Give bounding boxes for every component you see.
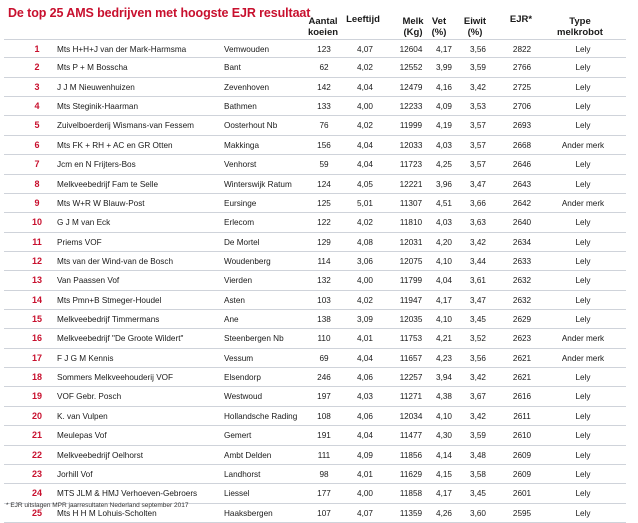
cell-vet: 4,10 — [436, 256, 452, 266]
cell-place: Ane — [224, 315, 239, 325]
cell-type: Lely — [575, 489, 591, 499]
cell-eiwit: 3,67 — [470, 392, 486, 402]
cell-vet: 4,30 — [436, 431, 452, 441]
cell-place: Oosterhout Nb — [224, 121, 278, 131]
cell-type: Ander merk — [561, 198, 605, 208]
cell-eiwit: 3,47 — [470, 295, 486, 305]
cell-koeien: 142 — [317, 82, 331, 92]
cell-type: Lely — [575, 82, 591, 92]
cell-koeien: 108 — [317, 411, 331, 421]
cell-koeien: 133 — [317, 102, 331, 112]
cell-eiwit: 3,61 — [470, 276, 486, 286]
cell-leeftijd: 4,09 — [357, 450, 373, 460]
cell-leeftijd: 4,02 — [357, 218, 373, 228]
cell-place: Asten — [224, 295, 245, 305]
cell-vet: 4,17 — [436, 295, 452, 305]
cell-rank: 19 — [31, 391, 42, 402]
cell-eiwit: 3,59 — [470, 63, 486, 73]
cell-eiwit: 3,42 — [470, 373, 486, 383]
cell-rank: 15 — [31, 314, 42, 325]
cell-place: Landhorst — [224, 469, 261, 479]
cell-vet: 4,10 — [436, 315, 452, 325]
table-row — [4, 78, 626, 97]
cell-rank: 3 — [34, 81, 40, 92]
cell-place: Haaksbergen — [224, 508, 273, 518]
cell-rank: 24 — [31, 488, 42, 499]
cell-place: Makkinga — [224, 140, 260, 150]
cell-leeftijd: 4,08 — [357, 237, 373, 247]
cell-name: G J M van Eck — [57, 218, 111, 228]
cell-name: Mts Steginik-Haarman — [57, 102, 138, 112]
table-row — [4, 136, 626, 155]
cell-eiwit: 3,56 — [470, 353, 486, 363]
cell-type: Lely — [575, 276, 591, 286]
cell-ejr: 2609 — [512, 450, 532, 460]
cell-melk: 11999 — [399, 121, 423, 131]
table-row — [4, 291, 626, 310]
cell-leeftijd: 4,00 — [357, 102, 373, 112]
cell-name: Jcm en N Frijters-Bos — [57, 160, 136, 170]
cell-leeftijd: 4,05 — [357, 179, 373, 189]
cell-leeftijd: 3,06 — [357, 256, 373, 266]
cell-place: Hollandsche Rading — [224, 411, 298, 421]
cell-place: Vemwouden — [224, 45, 270, 54]
cell-type: Lely — [575, 431, 591, 441]
cell-place: Vessum — [224, 353, 254, 363]
cell-ejr: 2611 — [513, 411, 531, 421]
cell-leeftijd: 4,04 — [357, 140, 373, 150]
cell-vet: 4,51 — [436, 198, 452, 208]
cell-koeien: 69 — [319, 353, 329, 363]
cell-vet: 4,15 — [436, 469, 452, 479]
cell-place: Westwoud — [224, 392, 263, 402]
cell-eiwit: 3,57 — [470, 140, 486, 150]
cell-ejr: 2822 — [512, 45, 532, 54]
header-ejr: EJR* — [509, 14, 533, 25]
header-melk: Melk (Kg) — [402, 16, 424, 38]
table-row — [4, 194, 626, 213]
cell-eiwit: 3,53 — [470, 102, 486, 112]
cell-name: K. van Vulpen — [57, 411, 108, 421]
cell-leeftijd: 4,04 — [357, 160, 373, 170]
cell-name: Melkveebedrijf Fam te Selle — [57, 179, 159, 189]
cell-name: Van Paassen Vof — [57, 276, 120, 286]
header-type-melkrobot: Type melkrobot — [557, 16, 603, 38]
cell-type: Lely — [575, 450, 591, 460]
cell-melk: 12233 — [399, 102, 423, 112]
cell-rank: 20 — [31, 410, 42, 421]
cell-name: J J M Nieuwenhuizen — [57, 82, 135, 92]
cell-ejr: 2632 — [512, 295, 532, 305]
cell-place: Bant — [224, 63, 241, 73]
cell-type: Lely — [575, 102, 591, 112]
cell-leeftijd: 4,04 — [357, 431, 373, 441]
cell-rank: 14 — [31, 294, 42, 305]
cell-name: Melkveebedrijf "De Groote Wildert" — [57, 334, 184, 344]
cell-ejr: 2609 — [512, 469, 532, 479]
table-row — [4, 252, 626, 271]
cell-koeien: 103 — [317, 295, 331, 305]
cell-ejr: 2623 — [512, 334, 532, 344]
table-row — [4, 175, 626, 194]
cell-name: VOF Gebr. Posch — [57, 392, 122, 402]
cell-type: Ander merk — [561, 334, 605, 344]
cell-koeien: 132 — [317, 276, 331, 286]
cell-place: Steenbergen Nb — [224, 334, 284, 344]
cell-rank: 8 — [34, 178, 40, 189]
cell-koeien: 111 — [317, 450, 331, 460]
cell-vet: 4,17 — [436, 489, 452, 499]
cell-place: Venhorst — [224, 160, 257, 170]
cell-koeien: 123 — [317, 45, 331, 54]
cell-koeien: 138 — [317, 315, 331, 325]
cell-melk: 12257 — [399, 373, 423, 383]
cell-eiwit: 3,52 — [470, 334, 486, 344]
cell-vet: 4,25 — [436, 160, 452, 170]
cell-ejr: 2632 — [512, 276, 532, 286]
cell-melk: 12221 — [399, 179, 423, 189]
cell-rank: 5 — [34, 120, 40, 131]
cell-ejr: 2725 — [512, 82, 532, 92]
cell-ejr: 2640 — [512, 218, 532, 228]
cell-eiwit: 3,66 — [470, 198, 486, 208]
cell-vet: 4,26 — [436, 508, 452, 518]
cell-type: Lely — [575, 469, 591, 479]
cell-vet: 4,03 — [436, 218, 452, 228]
cell-rank: 16 — [31, 333, 42, 344]
cell-koeien: 62 — [319, 63, 329, 73]
cell-ejr: 2610 — [512, 431, 532, 441]
cell-eiwit: 3,44 — [470, 256, 486, 266]
cell-name: Mts H H M Lohuis-Scholten — [57, 508, 157, 518]
header-koeien: Aantal koeien — [307, 16, 339, 38]
cell-name: Mts FK + RH + AC en GR Otten — [57, 140, 173, 150]
cell-leeftijd: 4,07 — [357, 508, 373, 518]
cell-eiwit: 3,59 — [470, 431, 486, 441]
cell-ejr: 2634 — [512, 237, 532, 247]
cell-type: Lely — [575, 315, 591, 325]
table-row — [4, 116, 626, 135]
cell-ejr: 2595 — [512, 508, 532, 518]
cell-melk: 11271 — [399, 392, 423, 402]
cell-type: Lely — [575, 411, 591, 421]
cell-leeftijd: 4,06 — [357, 411, 373, 421]
cell-eiwit: 3,57 — [470, 121, 486, 131]
cell-rank: 22 — [31, 449, 42, 460]
cell-eiwit: 3,56 — [470, 45, 486, 54]
cell-rank: 7 — [34, 159, 40, 170]
table-row — [4, 484, 626, 503]
cell-ejr: 2646 — [512, 160, 532, 170]
cell-place: De Mortel — [224, 237, 260, 247]
cell-name: Mts H+H+J van der Mark-Harmsma — [57, 45, 187, 54]
cell-eiwit: 3,60 — [470, 508, 486, 518]
cell-name: Zuivelboerderij Wismans-van Fessem — [57, 121, 194, 131]
cell-ejr: 2601 — [512, 489, 532, 499]
cell-name: Sommers Melkveehouderij VOF — [57, 373, 174, 383]
cell-vet: 4,16 — [436, 82, 452, 92]
cell-rank: 9 — [34, 197, 40, 208]
table-row — [4, 387, 626, 406]
table-row — [4, 465, 626, 484]
cell-type: Lely — [575, 392, 591, 402]
cell-type: Lely — [575, 121, 591, 131]
cell-place: Liessel — [224, 489, 250, 499]
cell-rank: 10 — [31, 217, 42, 228]
cell-leeftijd: 4,00 — [357, 489, 373, 499]
cell-melk: 11723 — [399, 160, 423, 170]
cell-melk: 11947 — [399, 295, 423, 305]
cell-ejr: 2621 — [512, 353, 532, 363]
cell-rank: 13 — [31, 275, 42, 286]
cell-leeftijd: 4,00 — [357, 276, 373, 286]
cell-vet: 4,21 — [436, 334, 452, 344]
cell-rank: 25 — [31, 507, 42, 518]
cell-name: Mts P + M Bosscha — [57, 63, 128, 73]
cell-koeien: 129 — [317, 237, 331, 247]
cell-koeien: 246 — [317, 373, 331, 383]
cell-ejr: 2621 — [512, 373, 532, 383]
cell-type: Ander merk — [561, 140, 605, 150]
cell-vet: 3,99 — [436, 63, 452, 73]
cell-place: Vierden — [224, 276, 253, 286]
cell-vet: 4,19 — [436, 121, 452, 131]
cell-melk: 12075 — [399, 256, 423, 266]
cell-melk: 11799 — [399, 276, 423, 286]
cell-vet: 4,20 — [436, 237, 452, 247]
cell-leeftijd: 4,04 — [357, 353, 373, 363]
cell-koeien: 59 — [319, 160, 329, 170]
footnote: * EJR uitslagen MPR jaarresultaten Nederland september 2017 — [6, 502, 189, 509]
cell-koeien: 156 — [317, 140, 331, 150]
cell-type: Ander merk — [561, 353, 605, 363]
cell-eiwit: 3,45 — [470, 315, 486, 325]
cell-koeien: 107 — [317, 508, 331, 518]
cell-melk: 11810 — [399, 218, 423, 228]
cell-ejr: 2616 — [512, 392, 532, 402]
header-vet: Vet (%) — [431, 16, 447, 38]
cell-ejr: 2643 — [512, 179, 532, 189]
table-row — [4, 329, 626, 348]
cell-koeien: 114 — [317, 256, 331, 266]
table-row — [4, 426, 626, 445]
cell-eiwit: 3,42 — [470, 82, 486, 92]
cell-koeien: 110 — [317, 334, 331, 344]
cell-leeftijd: 4,02 — [357, 63, 373, 73]
cell-type: Lely — [575, 256, 591, 266]
cell-melk: 11307 — [399, 198, 423, 208]
cell-type: Lely — [575, 63, 591, 73]
cell-vet: 4,03 — [436, 140, 452, 150]
cell-koeien: 177 — [317, 489, 331, 499]
page-title: De top 25 AMS bedrijven met hoogste EJR resultaat — [8, 6, 311, 20]
cell-melk: 12552 — [399, 63, 423, 73]
cell-name: Mts W+R W Blauw-Post — [57, 198, 145, 208]
cell-vet: 4,04 — [436, 276, 452, 286]
cell-ejr: 2766 — [512, 63, 532, 73]
cell-vet: 4,09 — [436, 102, 452, 112]
cell-leeftijd: 4,06 — [357, 373, 373, 383]
cell-rank: 6 — [34, 139, 40, 150]
cell-melk: 11858 — [399, 489, 423, 499]
table-row — [4, 155, 626, 174]
cell-ejr: 2668 — [512, 140, 532, 150]
cell-type: Lely — [575, 179, 591, 189]
cell-rank: 11 — [32, 236, 42, 247]
cell-type: Lely — [575, 295, 591, 305]
cell-leeftijd: 4,01 — [357, 334, 373, 344]
cell-place: Winterswijk Ratum — [224, 179, 292, 189]
table-row — [4, 271, 626, 290]
cell-rank: 18 — [31, 372, 42, 383]
cell-vet: 3,96 — [436, 179, 452, 189]
cell-melk: 11359 — [399, 508, 423, 518]
cell-vet: 3,94 — [436, 373, 452, 383]
cell-name: Mts Pmn+B Stmeger-Houdel — [57, 295, 162, 305]
cell-melk: 12033 — [399, 140, 423, 150]
header-leeftijd: Leeftijd — [346, 14, 380, 25]
header-eiwit: Eiwit (%) — [463, 16, 487, 38]
cell-type: Lely — [575, 45, 591, 54]
cell-rank: 23 — [31, 468, 42, 479]
cell-leeftijd: 4,01 — [357, 469, 373, 479]
cell-melk: 12035 — [399, 315, 423, 325]
cell-place: Gemert — [224, 431, 252, 441]
table-row — [4, 407, 626, 426]
cell-name: Meulepas Vof — [57, 431, 107, 441]
cell-name: Jorhill Vof — [57, 469, 93, 479]
cell-koeien: 98 — [319, 469, 329, 479]
cell-melk: 11856 — [399, 450, 423, 460]
cell-name: Priems VOF — [57, 237, 102, 247]
cell-melk: 11657 — [399, 353, 423, 363]
cell-eiwit: 3,45 — [470, 489, 486, 499]
cell-type: Lely — [575, 218, 591, 228]
table-row — [4, 39, 626, 58]
cell-koeien: 191 — [317, 431, 331, 441]
cell-place: Zevenhoven — [224, 82, 270, 92]
cell-rank: 1 — [34, 44, 40, 54]
cell-leeftijd: 4,04 — [357, 82, 373, 92]
cell-ejr: 2706 — [512, 102, 532, 112]
cell-eiwit: 3,47 — [470, 179, 486, 189]
cell-eiwit: 3,57 — [470, 160, 486, 170]
table-row — [4, 58, 626, 77]
cell-name: MTS JLM & HMJ Verhoeven-Gebroers — [57, 489, 198, 499]
cell-name: Mts van der Wind-van de Bosch — [57, 256, 174, 266]
cell-rank: 4 — [34, 101, 40, 112]
cell-place: Elsendorp — [224, 373, 261, 383]
cell-eiwit: 3,42 — [470, 411, 486, 421]
table-row — [4, 213, 626, 232]
cell-leeftijd: 4,02 — [357, 295, 373, 305]
cell-name: Melkveebedrijf Timmermans — [57, 315, 160, 325]
cell-vet: 4,38 — [436, 392, 452, 402]
cell-koeien: 122 — [317, 218, 331, 228]
cell-leeftijd: 4,03 — [357, 392, 373, 402]
cell-vet: 4,17 — [436, 45, 452, 54]
cell-rank: 17 — [31, 352, 42, 363]
cell-vet: 4,14 — [436, 450, 452, 460]
cell-ejr: 2629 — [512, 315, 532, 325]
cell-vet: 4,23 — [436, 353, 452, 363]
cell-melk: 11753 — [399, 334, 423, 344]
cell-place: Ambt Delden — [224, 450, 272, 460]
cell-type: Lely — [575, 160, 591, 170]
table-row — [4, 349, 626, 368]
cell-melk: 12031 — [399, 237, 423, 247]
cell-ejr: 2642 — [512, 198, 532, 208]
cell-leeftijd: 4,07 — [357, 45, 373, 54]
cell-place: Eursinge — [224, 198, 257, 208]
ranking-table — [4, 39, 626, 523]
cell-type: Lely — [575, 237, 591, 247]
cell-koeien: 197 — [317, 392, 331, 402]
table-row — [4, 310, 626, 329]
cell-eiwit: 3,63 — [470, 218, 486, 228]
cell-eiwit: 3,58 — [470, 469, 486, 479]
cell-eiwit: 3,42 — [470, 237, 486, 247]
cell-melk: 11477 — [399, 431, 423, 441]
cell-koeien: 76 — [319, 121, 329, 131]
cell-melk: 12479 — [399, 82, 423, 92]
cell-type: Lely — [575, 373, 591, 383]
cell-koeien: 124 — [317, 179, 331, 189]
cell-leeftijd: 3,09 — [357, 315, 373, 325]
cell-place: Erlecom — [224, 218, 255, 228]
table-row — [4, 446, 626, 465]
cell-rank: 2 — [34, 62, 40, 73]
cell-melk: 12034 — [399, 411, 423, 421]
cell-ejr: 2693 — [512, 121, 532, 131]
cell-vet: 4,10 — [436, 411, 452, 421]
cell-type: Lely — [575, 508, 591, 518]
cell-rank: 21 — [31, 430, 42, 441]
table-row — [4, 368, 626, 387]
cell-melk: 12604 — [399, 45, 423, 54]
table-row — [4, 97, 626, 116]
cell-leeftijd: 4,02 — [357, 121, 373, 131]
cell-ejr: 2633 — [512, 256, 532, 266]
cell-name: Melkveebedrijf Oelhorst — [57, 450, 144, 460]
table-row — [4, 233, 626, 252]
cell-eiwit: 3,48 — [470, 450, 486, 460]
cell-place: Bathmen — [224, 102, 257, 112]
cell-rank: 12 — [31, 255, 42, 266]
cell-koeien: 125 — [317, 198, 331, 208]
cell-place: Woudenberg — [224, 256, 271, 266]
cell-name: F J G M Kennis — [57, 353, 114, 363]
cell-melk: 11629 — [399, 469, 423, 479]
cell-leeftijd: 5,01 — [357, 198, 373, 208]
